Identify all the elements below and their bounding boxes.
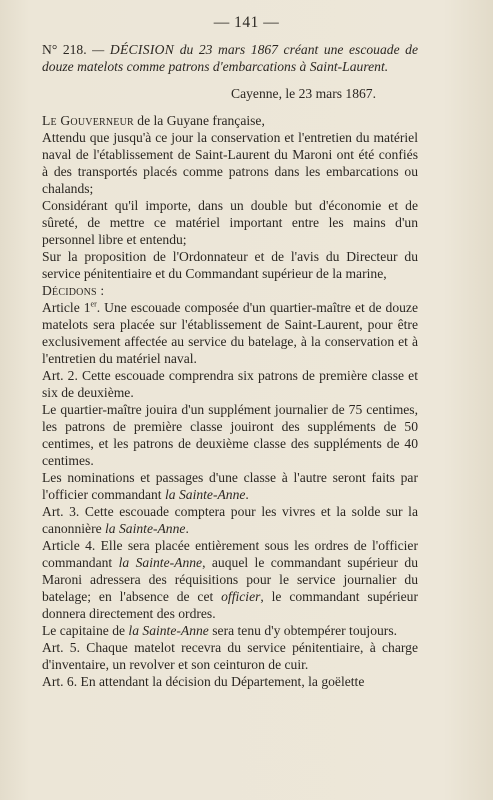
decision-number: N° 218. — [42, 42, 87, 57]
capitaine-end: sera tenu d'y obtempérer toujours. — [208, 623, 398, 638]
ship-name: la Sainte-Anne — [105, 521, 186, 536]
article-4-text-2: , auquel le commandant supérieur du Maroni adressera des réquisitions pour le service journalier du batelage; en l'absence de cet — [42, 555, 418, 604]
paragraph-considerant: Considérant qu'il importe, dans un double but d'économie et de sûreté, de mettre ce matériel important entre les mains d'un personnel libre et entendu; — [42, 198, 418, 247]
paragraph-governor — [42, 112, 418, 129]
article-1-sup: er — [90, 299, 97, 309]
nominations-text: Les nominations et passages d'une classe à l'autre seront faits par l'officier commandant — [42, 470, 418, 502]
article-4-text: Article 4. Elle sera placée entièrement sous les ordres de l'officier commandant — [42, 538, 418, 570]
paragraph-article-3 — [42, 503, 418, 537]
decision-heading — [42, 41, 418, 75]
paragraph-nominations — [42, 469, 418, 503]
page-number: — 141 — — [213, 14, 280, 31]
paragraph-decidons: Décidons : — [42, 283, 105, 298]
governor-rest: de la Guyane française, — [133, 113, 265, 128]
officier-word: officier — [221, 589, 261, 604]
article-1-text: . Une escouade composée d'un quartier-maître et de douze matelots sera placée sur l'établissement de Saint-Laurent, pour être exclusivement affectée au service du batelage, à la conservation et à l'entretien du matériel naval. — [42, 300, 419, 366]
decision-title: DÉCISION — [109, 42, 175, 57]
paragraph-article-6: Art. 6. En attendant la décision du Département, la goëlette — [42, 674, 365, 689]
governor-label: Le Gouverneur — [42, 113, 134, 128]
article-1-label: Article 1 — [42, 300, 91, 315]
paragraph-attendu: Attendu que jusqu'à ce jour la conservation et l'entretien du matériel naval de l'établissement de Saint-Laurent du Maroni ont été confiés à des transportés placés comme patrons dans les embarcations ou chalands; — [42, 130, 418, 196]
decision-date: du 23 mars 1867 — [174, 42, 284, 57]
ship-name: la Sainte-Anne — [165, 487, 246, 502]
place-date: Cayenne, le 23 mars 1867. — [231, 86, 376, 101]
ship-name: la Sainte-Anne — [118, 555, 203, 570]
paragraph-proposition: Sur la proposition de l'Ordonnateur et de l'avis du Directeur du service pénitentiaire et du Commandant supérieur de la marine, — [42, 249, 418, 281]
heading-dash: — — [86, 42, 110, 57]
paragraph-article-2: Art. 2. Cette escouade comprendra six patrons de première classe et six de deuxième. — [42, 368, 418, 400]
nominations-end: . — [245, 487, 249, 502]
decision-subject: créant une escouade de douze matelots comme patrons d'embarcations à Saint-Laurent. — [42, 42, 418, 74]
paragraph-article-1 — [42, 299, 418, 367]
article-3-text: Art. 3. Cette escouade comptera pour les vivres et la solde sur la canonnière — [42, 504, 418, 536]
document-body — [42, 41, 418, 690]
capitaine-text: Le capitaine de — [42, 623, 129, 638]
article-3-end: . — [185, 521, 189, 536]
article-4-text-3: , le commandant supérieur donnera directement des ordres. — [42, 589, 418, 621]
ship-name: la Sainte-Anne — [128, 623, 209, 638]
paragraph-article-4 — [42, 537, 418, 622]
paragraph-quartier-maitre: Le quartier-maître jouira d'un supplément journalier de 75 centimes, les patrons de première classe jouiront des suppléments de 50 centimes, et les patrons de deuxième classe des suppléments de 40 centimes. — [42, 402, 418, 468]
paragraph-capitaine — [42, 622, 418, 639]
paragraph-article-5: Art. 5. Chaque matelot recevra du service pénitentiaire, à charge d'inventaire, un revolver et son ceinturon de cuir. — [42, 640, 418, 672]
